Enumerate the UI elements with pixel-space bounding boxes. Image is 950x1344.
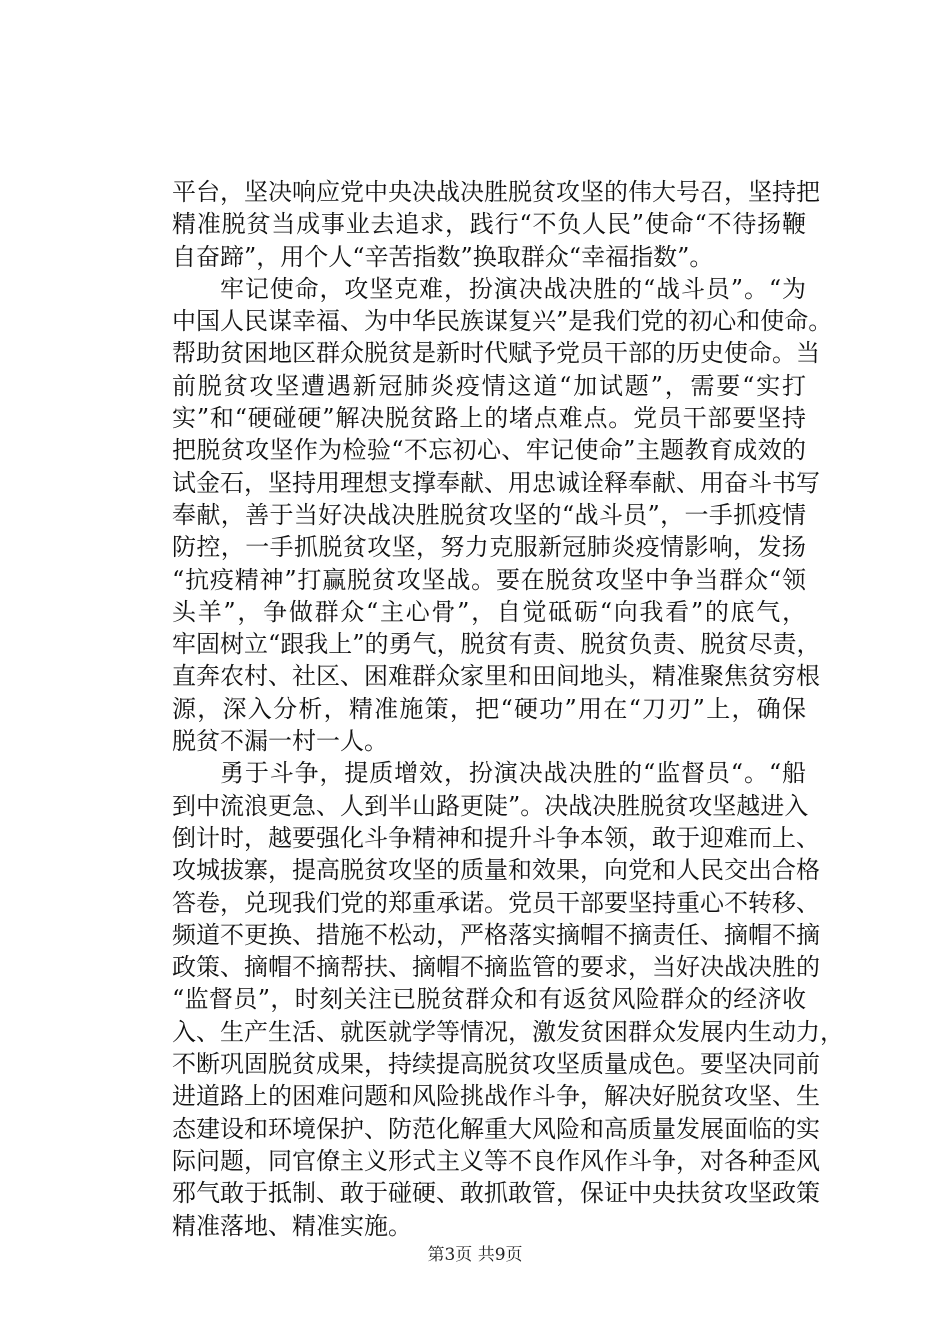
text-line: 奉献，善于当好决战决胜脱贫攻坚的“战斗员”，一手抓疫情 [172,500,806,529]
text-line: 中国人民谋幸福、为中华民族谋复兴”是我们党的初心和使命。 [172,307,833,336]
text-line: 源，深入分析，精准施策，把“硬功”用在“刀刃”上，确保 [172,694,806,723]
text-line: 到中流浪更急、人到半山路更陡”。决战决胜脱贫攻坚越进入 [172,791,809,820]
paragraph-start-line: 牢记使命，攻坚克难，扮演决战决胜的“战斗员”。“为 [220,274,806,303]
text-line: 邪气敢于抵制、敢于碰硬、敢抓敢管，保证中央扶贫攻坚政策 [172,1179,820,1208]
text-line: 不断巩固脱贫成果，持续提高脱贫攻坚质量成色。要坚决同前 [172,1050,820,1079]
text-line: 把脱贫攻坚作为检验“不忘初心、牢记使命”主题教育成效的 [172,436,806,465]
text-line: 牢固树立“跟我上”的勇气，脱贫有责、脱贫负责、脱贫尽责， [172,630,821,659]
text-line: 防控，一手抓脱贫攻坚，努力克服新冠肺炎疫情影响，发扬 [172,533,806,562]
text-line: 入、生产生活、就医就学等情况，激发贫困群众发展内生动力， [172,1017,844,1046]
text-line: 试金石，坚持用理想支撑奉献、用忠诚诠释奉献、用奋斗书写 [172,468,820,497]
text-line: 平台，坚决响应党中央决战决胜脱贫攻坚的伟大号召，坚持把 [172,178,820,206]
text-line: 自奋蹄”，用个人“辛苦指数”换取群众“幸福指数”。 [172,242,714,271]
document-body [172,176,844,1242]
text-line: 答卷，兑现我们党的郑重承诺。党员干部要坚持重心不转移、 [172,888,820,917]
text-line: 头羊”，争做群众“主心骨”，自觉砥砺“向我看”的底气， [172,597,806,626]
text-line: 态建设和环境保护、防范化解重大风险和高质量发展面临的实 [172,1114,820,1143]
text-line: 实”和“硬碰硬”解决脱贫路上的堵点难点。党员干部要坚持 [172,404,806,433]
text-line: 际问题，同官僚主义形式主义等不良作风作斗争，对各种歪风 [172,1146,820,1175]
text-line: 帮助贫困地区群众脱贫是新时代赋予党员干部的历史使命。当 [172,339,820,368]
text-line: “抗疫精神”打赢脱贫攻坚战。要在脱贫攻坚中争当群众“领 [172,565,806,594]
text-line: 直奔农村、社区、困难群众家里和田间地头，精准聚焦贫穷根 [172,662,820,691]
text-line: 脱贫不漏一村一人。 [172,727,388,756]
text-line: 精准脱贫当成事业去追求，践行“不负人民”使命“不待扬鞭 [172,210,806,239]
text-line: 前脱贫攻坚遭遇新冠肺炎疫情这道“加试题”，需要“实打 [172,371,806,400]
text-line: 倒计时，越要强化斗争精神和提升斗争本领，敢于迎难而上、 [172,823,820,852]
text-line: 进道路上的困难问题和风险挑战作斗争，解决好脱贫攻坚、生 [172,1082,820,1111]
text-line: 精准落地、精准实施。 [172,1211,412,1240]
text-line: “监督员”，时刻关注已脱贫群众和有返贫风险群众的经济收 [172,985,806,1014]
page-number-footer: 第3页 共9页 [427,1245,523,1265]
text-line: 频道不更换、措施不松动，严格落实摘帽不摘责任、摘帽不摘 [172,920,820,949]
paragraph-start-line: 勇于斗争，提质增效，扮演决战决胜的“监督员“。“船 [220,759,806,788]
text-line: 政策、摘帽不摘帮扶、摘帽不摘监管的要求，当好决战决胜的 [172,953,820,982]
text-line: 攻城拔寨，提高脱贫攻坚的质量和效果，向党和人民交出合格 [172,856,820,885]
